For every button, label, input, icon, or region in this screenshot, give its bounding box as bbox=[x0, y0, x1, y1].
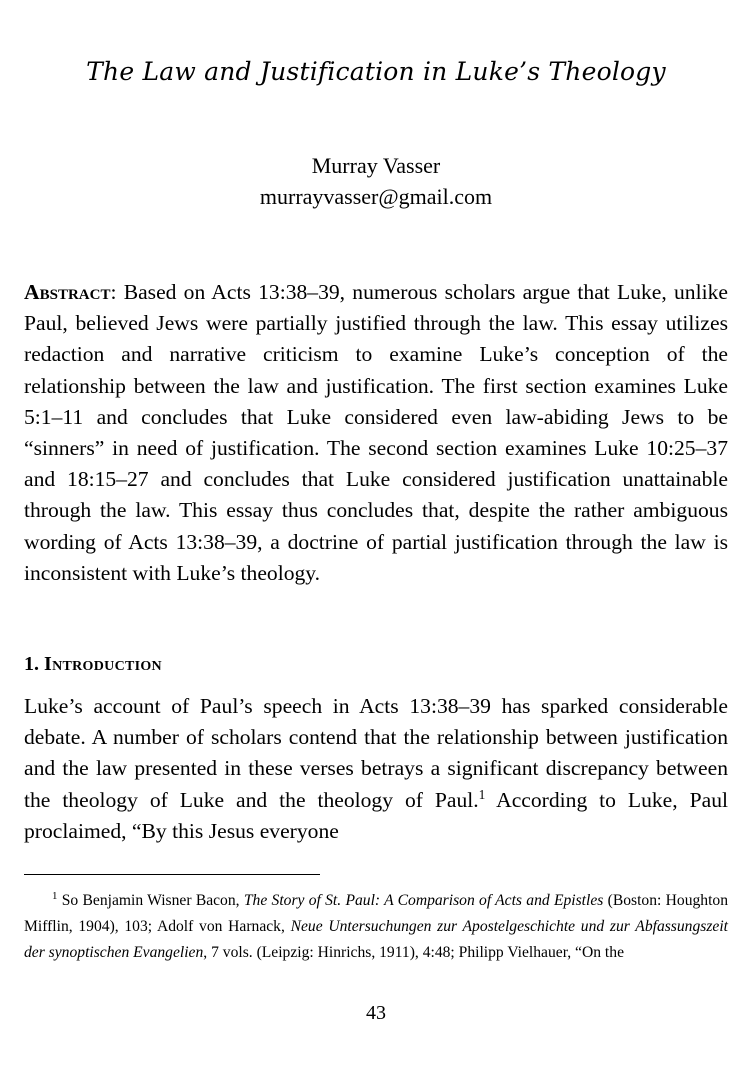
page-number: 43 bbox=[366, 1002, 386, 1024]
body-text-before-footnote: Luke’s account of Paul’s speech in Acts 13:38–39 has sparked considerable debate. A number of scholars contend that the relationship between justification and the law presented in these verses betrays a significant discrepancy between the theology of Luke and the theology of Paul. bbox=[24, 694, 728, 812]
author-block bbox=[24, 150, 728, 212]
footnote-text-part3: , 7 vols. (Leipzig: Hinrichs, 1911), 4:48; Philipp Vielhauer, “On the bbox=[203, 943, 624, 961]
abstract-label-initial: A bbox=[24, 280, 40, 304]
footnote-separator-rule bbox=[24, 874, 320, 875]
footnote-text-part1: So Benjamin Wisner Bacon, bbox=[57, 892, 244, 909]
author-name: Murray Vasser bbox=[311, 153, 441, 178]
page-title: The Law and Justification in Luke’s Theology bbox=[86, 57, 666, 86]
footnote-text-part2: (Boston: Houghton Mifflin, 1904), 103; Adolf von Harnack, bbox=[24, 892, 729, 935]
footnote-number: 1 bbox=[52, 889, 58, 902]
footnote-entry bbox=[24, 888, 728, 965]
abstract-label-smallcaps: bstract bbox=[39, 280, 111, 304]
body-text-after-footnote: According to Luke, Paul proclaimed, “By this Jesus everyone bbox=[24, 787, 728, 843]
abstract-separator: : bbox=[110, 280, 117, 304]
section-title-smallcaps: ntroduction bbox=[52, 653, 162, 675]
body-paragraph bbox=[24, 691, 728, 847]
abstract-text: Based on Acts 13:38–39, numerous scholars argue that Luke, unlike Paul, believed Jews were partially justified through the law. This essay utilizes redaction and narrative criticism to examine Luke’s conception of the relationship between the law and justification. The first section examines Luke 5:1–11 and concludes that Luke considered even law-abiding Jews to be “sinners” in need of justification. The second section examines Luke 10:25–37 and 18:15–27 and concludes that Luke considered justification unattainable through the law. This essay thus concludes that, despite the rather ambiguous wording of Acts 13:38–39, a doctrine of partial justification through the law is inconsistent with Luke’s theology. bbox=[24, 280, 728, 585]
section-number: 1. bbox=[24, 653, 39, 675]
section-heading-introduction bbox=[24, 650, 728, 678]
footnote-reference-marker[interactable]: 1 bbox=[478, 786, 486, 802]
footnote-citation-title-2: Neue Untersuchungen zur Apostelgeschichte und zur Abfassungszeit der synoptischen Evangelien bbox=[24, 917, 728, 961]
footnote-citation-title-1: The Story of St. Paul: A Comparison of Acts and Epistles bbox=[243, 892, 604, 909]
abstract-label bbox=[24, 280, 110, 304]
section-title-initial: I bbox=[44, 653, 53, 675]
author-email: murrayvasser@gmail.com bbox=[259, 184, 493, 209]
abstract-section bbox=[24, 277, 728, 589]
